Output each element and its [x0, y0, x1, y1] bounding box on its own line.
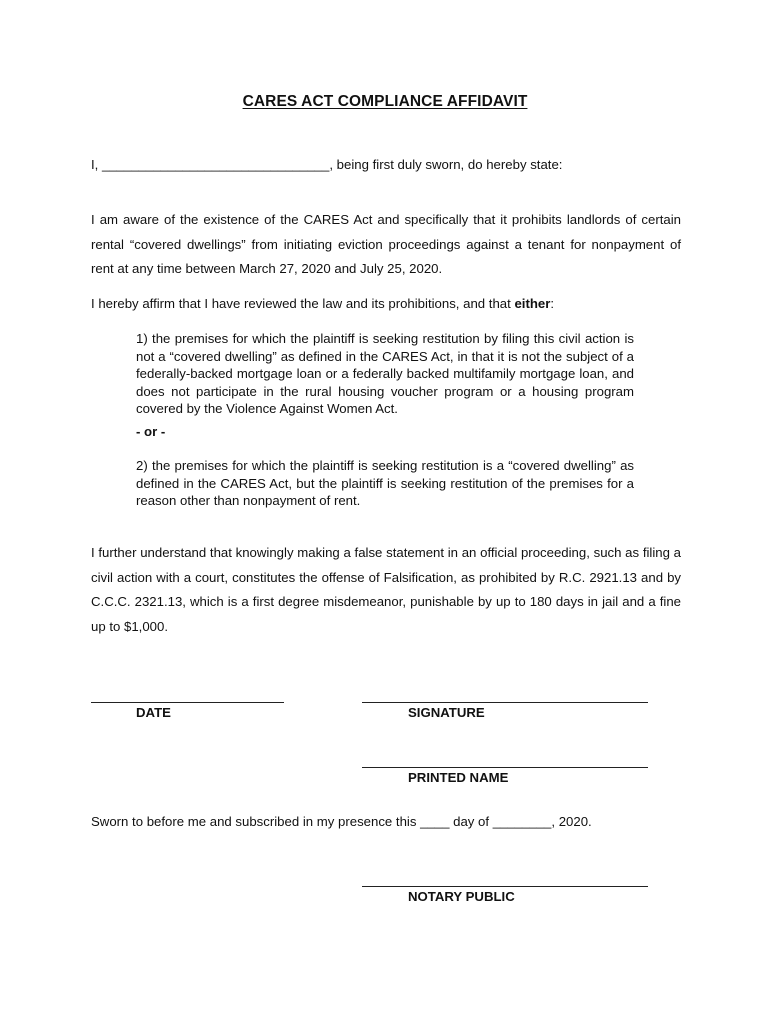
- oath-line: I, _______________________________, being first duly sworn, do hereby state:: [91, 157, 563, 172]
- option-2-paragraph: 2) the premises for which the plaintiff is seeking restitution is a “covered dwelling” as defined in the CARES Act, but the plaintiff is seeking restitution of the premises for a reason other than nonpayment of rent.: [136, 458, 634, 508]
- paragraph-cares-awareness: I am aware of the existence of the CARES Act and specifically that it prohibits landlords of certain rental “covered dwellings” from initiating eviction proceedings against a tenant for nonpayment of rent at any time between March 27, 2020 and July 25, 2020.: [91, 212, 681, 276]
- notary-line: [362, 886, 648, 887]
- page-title: CARES ACT COMPLIANCE AFFIDAVIT: [242, 93, 528, 110]
- date-line: [91, 702, 284, 703]
- notary-public-label: NOTARY PUBLIC: [408, 889, 515, 904]
- date-label: DATE: [136, 705, 171, 720]
- sworn-line: Sworn to before me and subscribed in my presence this ____ day of ________, 2020.: [91, 814, 592, 829]
- or-separator: - or -: [136, 424, 166, 439]
- signature-label: SIGNATURE: [408, 705, 485, 720]
- paragraph-falsification: I further understand that knowingly making a false statement in an official proceeding, such as filing a civil action with a court, constitutes the offense of Falsification, as prohibited by R.C. 2921.13 and by C.C.C. 2321.13, which is a first degree misdemeanor, punishable by up to 180 days in jail and a fine up to $1,000.: [91, 545, 681, 634]
- option-1-paragraph: 1) the premises for which the plaintiff is seeking restitution by filing this civil action is not a “covered dwelling” as defined in the CARES Act, in that it is not the subject of a federally-backed mortgage loan or a federally backed multifamily mortgage loan, and does not participate in the rural housing voucher program or a housing program covered by the Violence Against Women Act.: [136, 331, 634, 416]
- printed-name-label: PRINTED NAME: [408, 770, 509, 785]
- affirm-emphasis: either: [514, 296, 551, 311]
- affirm-line: [91, 296, 554, 311]
- signature-line: [362, 702, 648, 703]
- affirm-suffix: :: [550, 296, 555, 311]
- printed-name-line: [362, 767, 648, 768]
- affirm-prefix: I hereby affirm that I have reviewed the law and its prohibitions, and that: [91, 296, 515, 311]
